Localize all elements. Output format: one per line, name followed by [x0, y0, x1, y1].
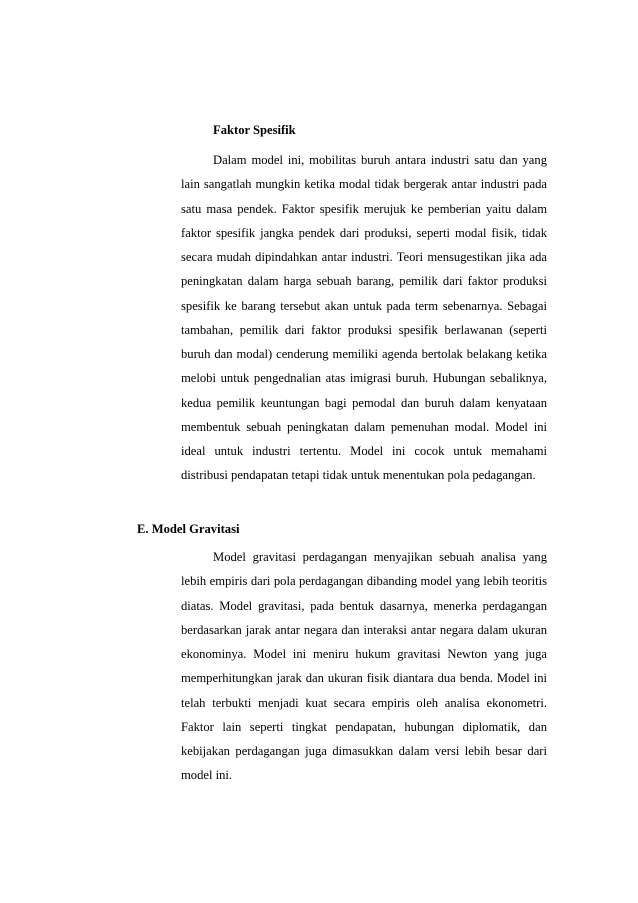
subsection-title: Faktor Spesifik [213, 123, 296, 137]
section-title: E. Model Gravitasi [137, 522, 240, 536]
section-paragraph: Model gravitasi perdagangan menyajikan sebuah analisa yang lebih empiris dari pola perdagangan dibanding model yang lebih teoritis diatas. Model gravitasi, pada bentuk dasarnya, menerka perdagangan berdasarkan jarak antar negara dan interaksi antar negara dalam ukuran ekonominya. Model ini meniru hukum gravitasi Newton yang juga memperhitungkan jarak dan ukuran fisik diantara dua benda. Model ini telah terbukti menjadi kuat secara empiris oleh analisa ekonometri. Faktor lain seperti tingkat pendapatan, hubungan diplomatik, dan kebijakan perdagangan juga dimasukkan dalam versi lebih besar dari model ini. [181, 550, 547, 783]
subsection-paragraph: Dalam model ini, mobilitas buruh antara industri satu dan yang lain sangatlah mungkin ketika modal tidak bergerak antar industri pada satu masa pendek. Faktor spesifik merujuk ke pemberian yaitu dalam faktor spesifik jangka pendek dari produksi, seperti modal fisik, tidak secara mudah dipindahkan antar industri. Teori mensugestikan jika ada peningkatan dalam harga sebuah barang, pemilik dari faktor produksi spesifik ke barang tersebut akan untuk pada term sebenarnya. Sebagai tambahan, pemilik dari faktor produksi spesifik berlawanan (seperti buruh dan modal) cenderung memiliki agenda bertolak belakang ketika melobi untuk pengednalian atas imigrasi buruh. Hubungan sebaliknya, kedua pemilik keuntungan bagi pemodal dan buruh dalam kenyataan membentuk sebuah peningkatan dalam pemenuhan modal. Model ini ideal untuk industri tertentu. Model ini cocok untuk memahami distribusi pendapatan tetapi tidak untuk menentukan pola pedagangan. [181, 153, 547, 483]
